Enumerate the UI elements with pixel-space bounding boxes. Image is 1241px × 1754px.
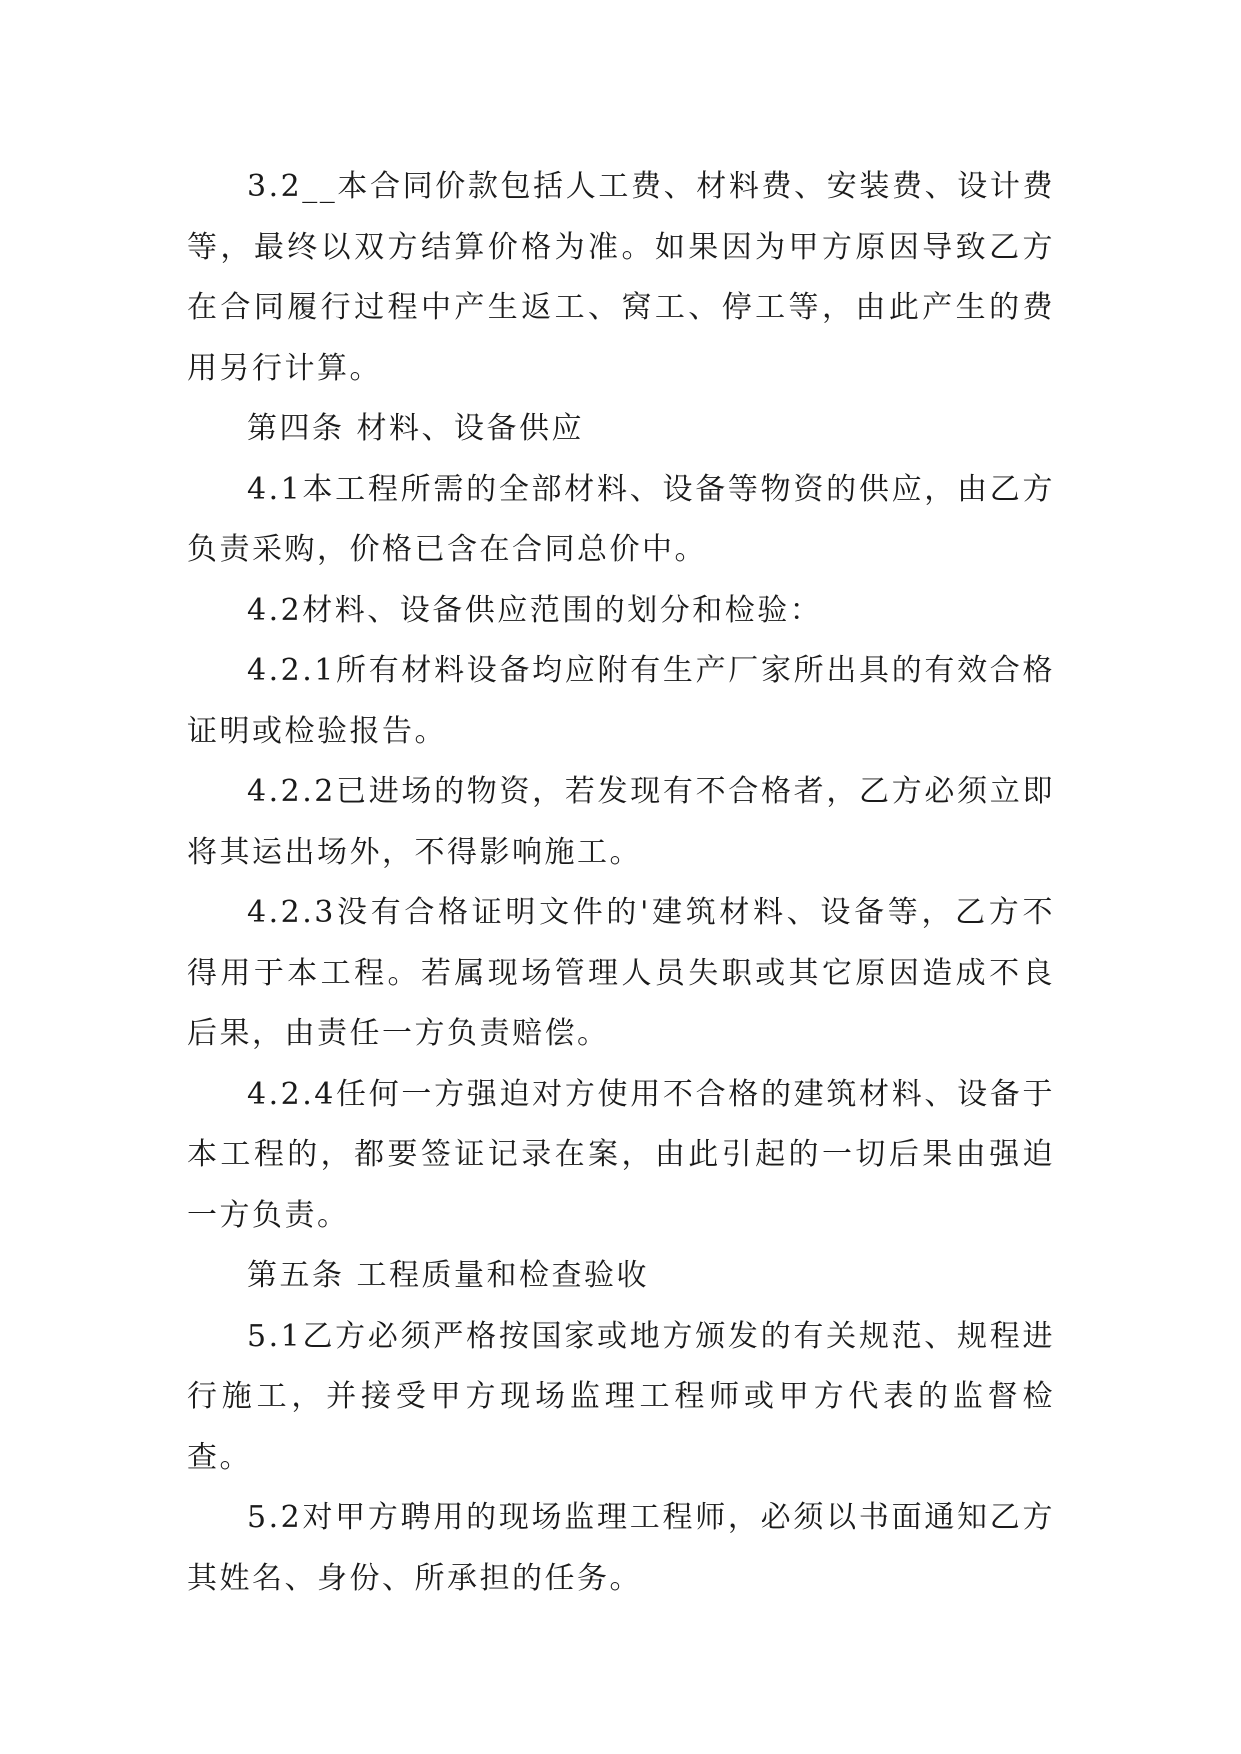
paragraph-4-1: 4.1本工程所需的全部材料、设备等物资的供应，由乙方负责采购，价格已含在合同总价中。 (187, 471, 1055, 567)
paragraph-4-2-1: 4.2.1所有材料设备均应附有生产厂家所出具的有效合格证明或检验报告。 (187, 653, 1055, 749)
heading-article-4: 第四条 材料、设备供应 (247, 411, 585, 446)
paragraph-4-2-2: 4.2.2已进场的物资，若发现有不合格者，乙方必须立即将其运出场外，不得影响施工。 (187, 774, 1055, 870)
paragraph-4-2: 4.2材料、设备供应范围的划分和检验： (247, 592, 823, 628)
paragraph-3-2: 3.2__本合同价款包括人工费、材料费、安装费、设计费等，最终以双方结算价格为准。如果因为甲方原因导致乙方在合同履行过程中产生返工、窝工、停工等，由此产生的费用另行计算。 (187, 169, 1055, 386)
paragraph-5-1: 5.1乙方必须严格按国家或地方颁发的有关规范、规程进行施工，并接受甲方现场监理工程师或甲方代表的监督检查。 (187, 1318, 1055, 1475)
heading-article-5: 第五条 工程质量和检查验收 (247, 1258, 650, 1293)
paragraph-4-2-3: 4.2.3没有合格证明文件的'建筑材料、设备等，乙方不得用于本工程。若属现场管理人员失职或其它原因造成不良后果，由责任一方负责赔偿。 (187, 895, 1055, 1051)
document-page (187, 157, 1055, 1609)
paragraph-4-2-4: 4.2.4任何一方强迫对方使用不合格的建筑材料、设备于本工程的，都要签证记录在案，由此引起的一切后果由强迫一方负责。 (187, 1076, 1055, 1233)
paragraph-5-2: 5.2对甲方聘用的现场监理工程师，必须以书面通知乙方其姓名、身份、所承担的任务。 (187, 1500, 1055, 1596)
